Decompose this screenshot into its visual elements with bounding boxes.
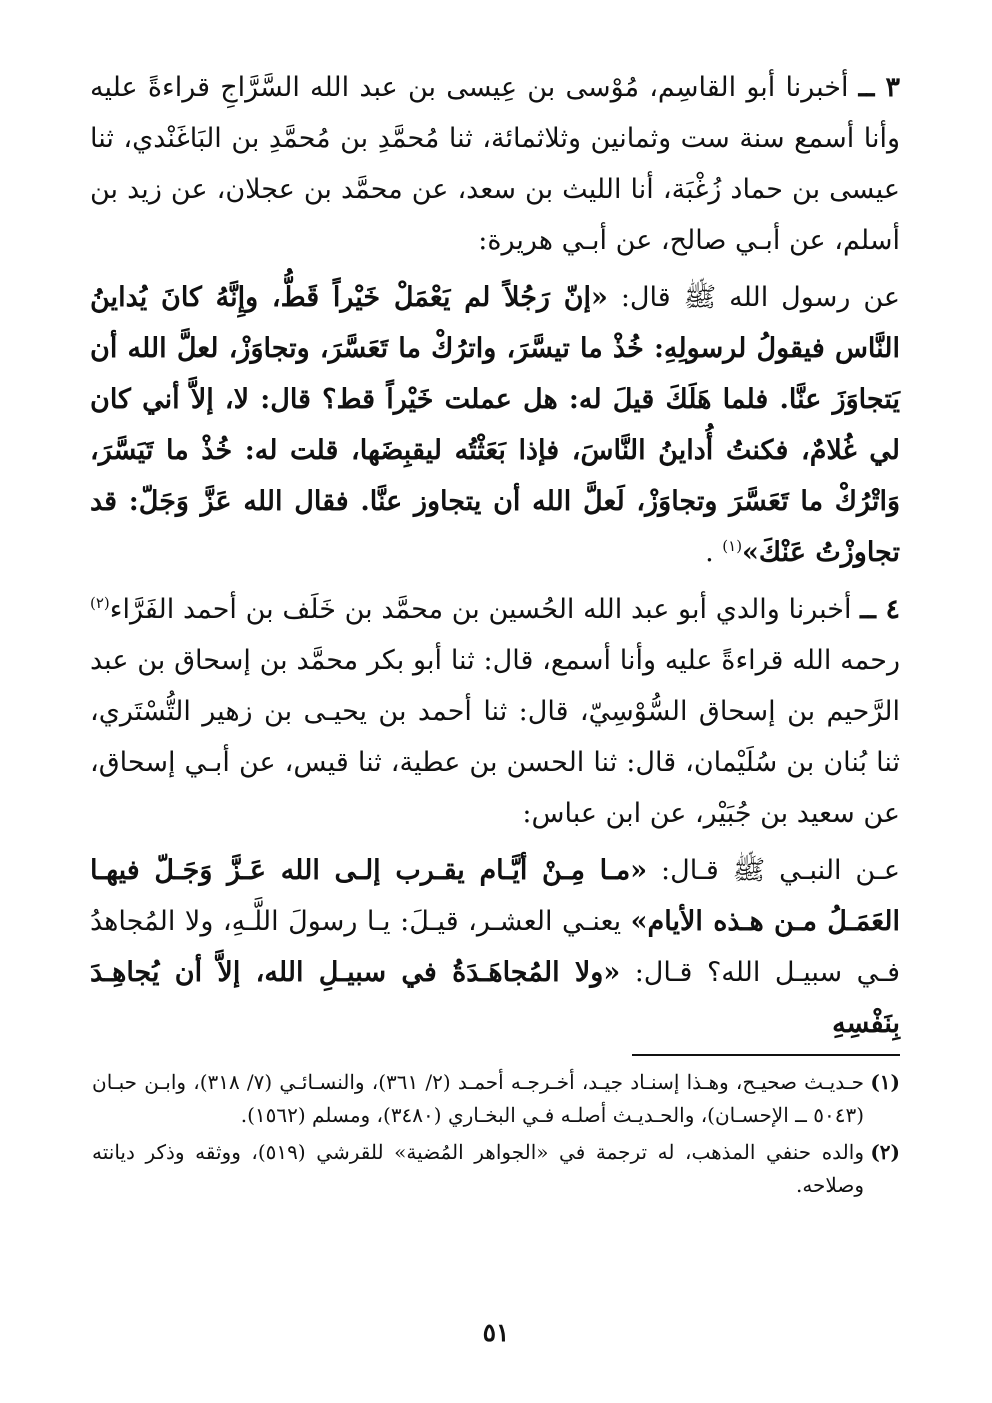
footnote-2 [92,1136,900,1202]
page-number: ٥١ [482,1318,510,1347]
footnotes [92,1066,900,1206]
footnote-reference[interactable]: (١) [722,537,743,555]
footnote-divider [632,1054,900,1056]
footnote-mark: (٢) [870,1140,900,1164]
isnad-text: أخبرنا أبو القاسِم، مُوْسى بن عِيسى بن عبد الله السَّرَّاجِ قراءةً عليه وأنا أسمع سنة ست وثمانين وثلاثمائة، ثنا مُحمَّدِ بن مُحمَّدِ بن البَاغَنْدي، ثنا عيسى بن حماد زُغْبَة، أنا الليث بن سعد، عن محمَّد بن عجلان، عن زيد بن أسلم، عن أبـي صالح، عن أبـي هريرة: [90,72,900,256]
narration-4-isnad [90,584,900,839]
matn-intro: عـن النبـي ﷺ قـال: [647,855,901,886]
narration-number: ٣ ــ [858,72,900,103]
isnad-text: رحمه الله قراءةً عليه وأنا أسمع، قال: ثنا أبو بكر محمَّد بن إسحاق بن عبد الرَّحيم بن إسحاق السُّوْسِيّ، قال: ثنا أحمد بن يحيـى بن زهير التُّسْتَري، ثنا بُنان بن سُلَيْمان، قال: ثنا الحسن بن عطية، ثنا قيس، عن أبـي إسحاق، عن سعيد بن جُبَيْر، عن ابن عباس: [90,645,900,829]
main-text [90,62,900,1049]
hadith-text: «مـا مِـنْ أيَّـام يقـرب إلـى الله عَـزَّ وَجَـلّ فيهـا العَمَـلُ مـن هـذه الأيام» [90,855,901,937]
hadith-text: «ولا المُجاهَـدَةُ في سبيـلِ الله، إلاَّ أن يُجاهِـدَ بِنَفْسِهِ [90,957,900,1039]
narration-4-matn [90,845,900,1049]
narration-3-matn [90,272,900,578]
footnote-reference[interactable]: (٢) [90,594,110,612]
matn-intro: عن رسول الله ﷺ قال: [607,282,900,313]
narration-3-isnad [90,62,900,266]
hadith-text: «إنّ رَجُلاً لم يَعْمَلْ خَيْراً قَطُّ، وإِنَّهُ كانَ يُداينُ النَّاس فيقولُ لرسولِهِ: خُذْ ما تيسَّرَ، واترُكْ ما تَعَسَّرَ، وتجاوَزْ، لعلَّ الله أن يَتجاوَزَ عنَّا. فلما هَلَكَ قيلَ له: هل عملت خَيْراً قط؟ قال: لا، إلاَّ أني كان لي غُلامٌ، فكنتُ أُداينُ النَّاسَ، فإذا بَعَثْتُه ليقبِضَها، قلت له: خُذْ ما تَيَسَّرَ، وَاتْرُكْ ما تَعَسَّرَ وتجاوَزْ، لَعلَّ الله أن يتجاوز عنَّا. فقال الله عَزَّ وَجَلّ: قد تجاوزْتُ عَنْكَ» [90,282,900,568]
closing-punctuation: . [705,537,723,568]
narration-number: ٤ ــ [860,594,900,625]
narrator-commentary: يعنـي العشـر، قيـلَ: يـا رسولَ اللَّـهِ، ولا المُجاهدُ فـي سبيـل الله؟ قـال: [90,906,900,988]
isnad-text: أخبرنا والدي أبو عبد الله الحُسين بن محمَّد بن خَلَف بن أحمد الفَرَّاء [109,594,852,625]
footnote-text: والده حنفي المذهب، له ترجمة في «الجواهر المُضية» للقرشي (٥١٩)، ووثقه وذكر ديانته وصلاحه. [92,1140,864,1197]
footnote-text: حـديـث صحيـح، وهـذا إسنـاد جيـد، أخـرجـه أحمـد (٢/ ٣٦١)، والنسـائـي (٧/ ٣١٨)، وابـن حبـان (٥٠٤٣ ــ الإحسـان)، والحـديـث أصلـه فـي البخـاري (٣٤٨٠)، ومسلم (١٥٦٢). [92,1070,864,1127]
footnote-mark: (١) [870,1070,900,1094]
footnote-1 [92,1066,900,1132]
